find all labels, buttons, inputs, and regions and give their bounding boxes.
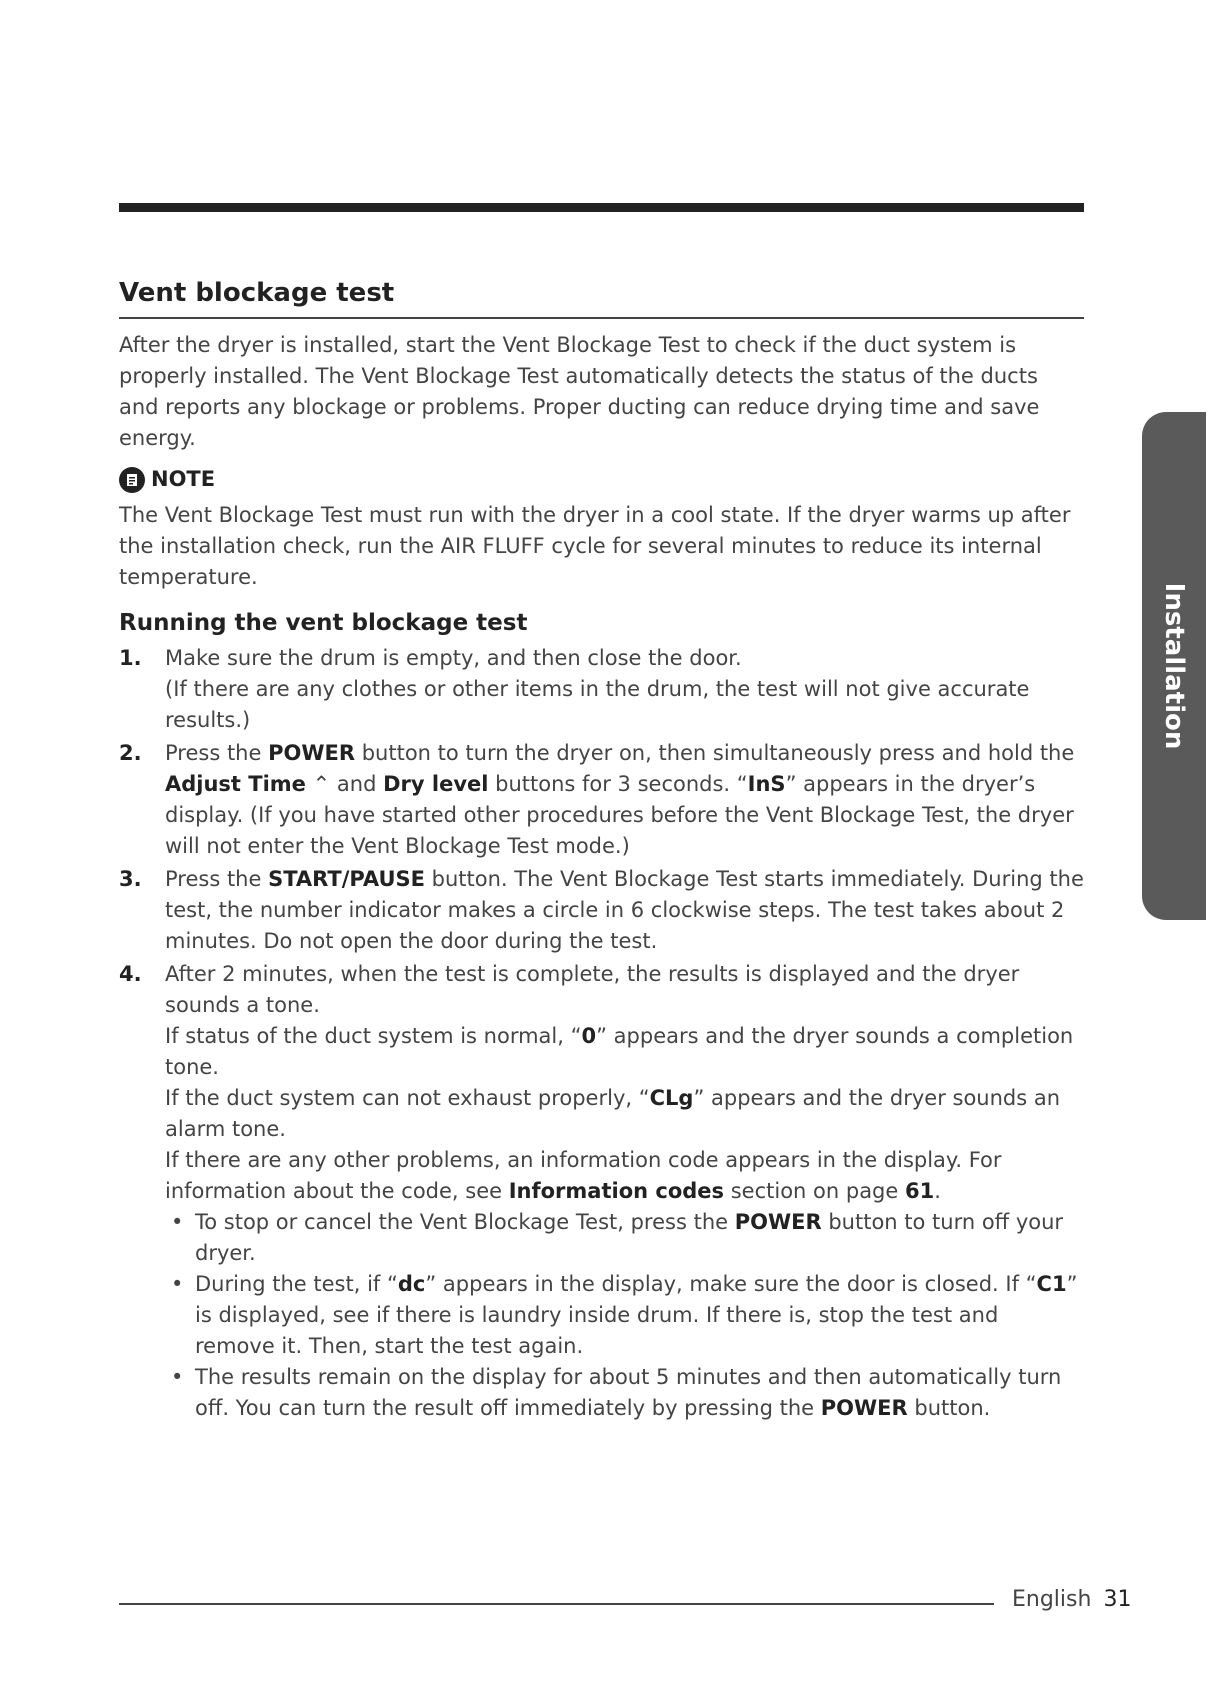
- step-4: [119, 959, 1084, 1424]
- display-code: CLg: [649, 1086, 694, 1110]
- step-text: button. The Vent Blockage Test starts immediately. During the test, the number indicator makes a circle in 6 clockwise steps. The test takes about 2 minutes. Do not open the door during the test.: [165, 867, 1084, 953]
- procedure-heading: Running the vent blockage test: [119, 610, 528, 636]
- start-pause-button-label: START/PAUSE: [268, 867, 425, 891]
- step-text: Press the: [165, 741, 269, 765]
- step-text: and: [330, 772, 384, 796]
- title-rule: [119, 317, 1084, 319]
- step-3: [119, 864, 1084, 957]
- step-text: section on page: [724, 1179, 905, 1203]
- step-number: 1.: [119, 646, 142, 670]
- top-rule: [119, 203, 1084, 212]
- information-codes-link[interactable]: Information codes: [508, 1179, 725, 1203]
- step-number: 2.: [119, 741, 142, 765]
- adjust-time-button-label: Adjust Time: [165, 772, 306, 796]
- step-text: ” appears and the dryer sounds a completion tone.: [165, 1024, 1074, 1079]
- display-code: C1: [1036, 1272, 1067, 1296]
- bullet-text: button.: [907, 1396, 991, 1420]
- bullet-text: button to turn off your dryer.: [195, 1210, 1064, 1265]
- footer-rule: [119, 1603, 994, 1605]
- bullet-icon: •: [171, 1272, 184, 1296]
- bullet-text: To stop or cancel the Vent Blockage Test, press the: [195, 1210, 735, 1234]
- section-tab-label: Installation: [1159, 582, 1189, 750]
- bullet-text: ” is displayed, see if there is laundry inside drum. If there is, stop the test and remove it. Then, start the test again.: [195, 1272, 1078, 1358]
- step-text: Make sure the drum is empty, and then close the door.: [165, 646, 742, 670]
- power-button-label: POWER: [820, 1396, 908, 1420]
- step-1: [119, 643, 1084, 736]
- step-subtext: [165, 1145, 1084, 1207]
- section-tab[interactable]: [1142, 412, 1206, 920]
- page-number: 31: [1103, 1587, 1132, 1612]
- bullet-text: The results remain on the display for about 5 minutes and then automatically turn off. You can turn the result off immediately by pressing the: [195, 1365, 1062, 1420]
- bullet-text: ” appears in the display, make sure the door is closed. If “: [425, 1272, 1037, 1296]
- step-text: buttons for 3 seconds. “: [488, 772, 748, 796]
- step-number: 4.: [119, 962, 142, 986]
- step-subtext: (If there are any clothes or other items in the drum, the test will not give accurate results.): [165, 677, 1030, 732]
- bullet-item: [165, 1207, 1084, 1269]
- note-heading: [119, 464, 1084, 495]
- display-code: InS: [747, 772, 786, 796]
- step-text: .: [934, 1179, 941, 1203]
- step-text: If there are any other problems, an information code appears in the display. For information about the code, see: [165, 1148, 1002, 1203]
- step-text: button to turn the dryer on, then simultaneously press and hold the: [355, 741, 1075, 765]
- step-text: Press the: [165, 867, 269, 891]
- step-text: ” appears and the dryer sounds an alarm tone.: [165, 1086, 1061, 1141]
- bullet-icon: •: [171, 1210, 184, 1234]
- power-button-label: POWER: [734, 1210, 822, 1234]
- main-content: [119, 330, 1084, 1426]
- page-reference[interactable]: 61: [905, 1179, 935, 1203]
- bullets-list: [165, 1207, 1084, 1424]
- power-button-label: POWER: [268, 741, 356, 765]
- display-code: dc: [397, 1272, 426, 1296]
- footer-language: English: [1012, 1587, 1092, 1612]
- note-text: The Vent Blockage Test must run with the dryer in a cool state. If the dryer warms up after the installation check, run the AIR FLUFF cycle for several minutes to reduce its internal temperature.: [119, 503, 1071, 589]
- bullet-item: [165, 1362, 1084, 1424]
- footer: [1012, 1587, 1131, 1612]
- note-label: NOTE: [151, 467, 216, 491]
- note-icon: [119, 467, 145, 493]
- display-code: 0: [581, 1024, 597, 1048]
- dry-level-button-label: Dry level: [383, 772, 489, 796]
- step-subtext: [165, 1083, 1084, 1145]
- up-arrow-icon: ⌃: [312, 772, 331, 796]
- step-number: 3.: [119, 867, 142, 891]
- step-text: If the duct system can not exhaust properly, “: [165, 1086, 650, 1110]
- intro-paragraph: After the dryer is installed, start the Vent Blockage Test to check if the duct system is properly installed. The Vent Blockage Test automatically detects the status of the ducts and reports any blockage or problems. Proper ducting can reduce drying time and save energy.: [119, 333, 1040, 450]
- bullet-item: [165, 1269, 1084, 1362]
- step-text: After 2 minutes, when the test is complete, the results is displayed and the dryer sounds a tone.: [165, 962, 1020, 1017]
- step-subtext: [165, 1021, 1084, 1083]
- bullet-icon: •: [171, 1365, 184, 1389]
- section-title: Vent blockage test: [119, 278, 395, 308]
- steps-list: [119, 643, 1084, 1424]
- step-text: ” appears in the dryer’s display. (If you have started other procedures before the Vent Blockage Test, the dryer will not enter the Vent Blockage Test mode.): [165, 772, 1074, 858]
- bullet-text: During the test, if “: [195, 1272, 398, 1296]
- step-2: [119, 738, 1084, 862]
- step-text: If status of the duct system is normal, “: [165, 1024, 582, 1048]
